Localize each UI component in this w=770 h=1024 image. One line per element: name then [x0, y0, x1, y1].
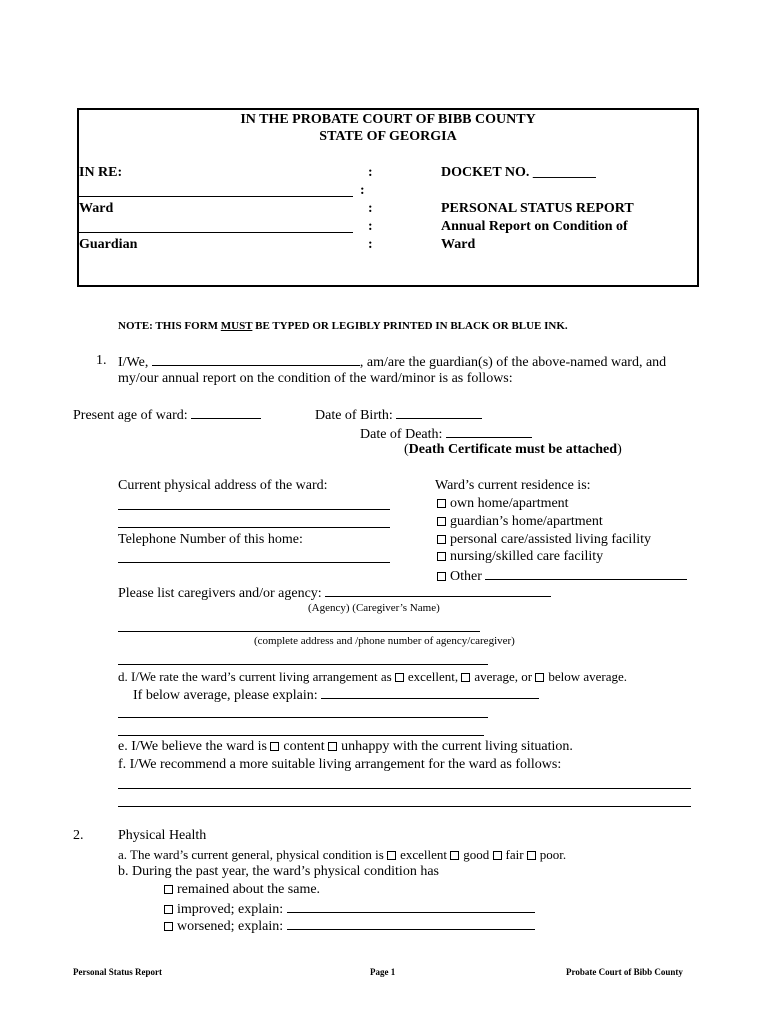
- checkbox[interactable]: [437, 499, 446, 508]
- checkbox[interactable]: [535, 673, 544, 682]
- ink-note: NOTE: THIS FORM MUST BE TYPED OR LEGIBLY PRINTED IN BLACK OR BLUE INK.: [118, 320, 568, 332]
- checkbox[interactable]: [270, 742, 279, 751]
- guardian-label: Guardian: [79, 237, 138, 252]
- living-rating: d. I/We rate the ward’s current living arrangement as excellent, average, or below average.: [118, 669, 628, 684]
- residence-option-other[interactable]: Other: [437, 567, 687, 585]
- other-residence-field[interactable]: [485, 567, 687, 580]
- recommendation-field[interactable]: [118, 788, 691, 789]
- ward-label: Ward: [79, 201, 114, 216]
- present-age: Present age of ward:: [73, 406, 261, 424]
- condition-option[interactable]: worsened; explain:: [164, 917, 535, 935]
- ward-name-field[interactable]: [79, 196, 353, 197]
- telephone-label: Telephone Number of this home:: [118, 532, 303, 547]
- checkbox[interactable]: [437, 572, 446, 581]
- checkbox[interactable]: [461, 673, 470, 682]
- physical-condition: a. The ward’s current general, physical condition is excellent good fair poor.: [118, 847, 567, 862]
- dob-field[interactable]: [396, 406, 482, 419]
- ward-contentment: e. I/We believe the ward is content unhappy with the current living situation.: [118, 739, 573, 754]
- guardian-statement-cont: my/our annual report on the condition of the ward/minor is as follows:: [118, 371, 513, 386]
- section-number: 2.: [73, 828, 84, 843]
- explain-field[interactable]: [118, 735, 484, 736]
- condition-option[interactable]: remained about the same.: [164, 882, 320, 898]
- court-name: IN THE PROBATE COURT OF BIBB COUNTY: [240, 112, 536, 127]
- residence-option[interactable]: personal care/assisted living facility: [437, 532, 651, 548]
- state-name: STATE OF GEORGIA: [319, 129, 457, 144]
- caption-colon: :: [368, 237, 373, 252]
- page-number: Page 1: [370, 967, 396, 977]
- checkbox[interactable]: [450, 851, 459, 860]
- in-re-label: IN RE:: [79, 165, 123, 180]
- death-cert-note: (Death Certificate must be attached): [404, 442, 622, 457]
- guardian-names-field[interactable]: [152, 353, 360, 366]
- residence-option[interactable]: own home/apartment: [437, 496, 569, 512]
- residence-option[interactable]: guardian’s home/apartment: [437, 514, 603, 530]
- checkbox[interactable]: [437, 517, 446, 526]
- address-field[interactable]: [118, 527, 390, 528]
- footer-right: Probate Court of Bibb County: [566, 967, 683, 977]
- footer-left: Personal Status Report: [73, 967, 162, 977]
- caption-colon: :: [368, 201, 373, 216]
- caption-colon: :: [368, 165, 373, 180]
- caregiver-address-field[interactable]: [118, 631, 480, 632]
- telephone-field[interactable]: [118, 562, 390, 563]
- address-label: Current physical address of the ward:: [118, 478, 328, 493]
- checkbox[interactable]: [164, 922, 173, 931]
- caregiver-address-field[interactable]: [118, 664, 488, 665]
- caption-colon: :: [368, 219, 373, 234]
- checkbox[interactable]: [395, 673, 404, 682]
- checkbox[interactable]: [527, 851, 536, 860]
- residence-option[interactable]: nursing/skilled care facility: [437, 549, 603, 565]
- recommendation-field[interactable]: [118, 806, 691, 807]
- residence-label: Ward’s current residence is:: [435, 478, 591, 493]
- checkbox[interactable]: [328, 742, 337, 751]
- guardian-name-field[interactable]: [79, 232, 353, 233]
- guardian-statement: I/We, , am/are the guardian(s) of the above-named ward, and: [118, 355, 667, 370]
- age-field[interactable]: [191, 406, 261, 419]
- agency-caption: (Agency) (Caregiver’s Name): [308, 602, 440, 614]
- report-subtitle: Ward: [441, 237, 476, 252]
- condition-change-label: b. During the past year, the ward’s physical condition has: [118, 864, 439, 879]
- checkbox[interactable]: [493, 851, 502, 860]
- checkbox[interactable]: [387, 851, 396, 860]
- explain-field[interactable]: [118, 717, 488, 718]
- date-of-death: Date of Death:: [360, 425, 532, 443]
- dod-field[interactable]: [446, 425, 532, 438]
- section-number: 1.: [96, 353, 107, 368]
- address-field[interactable]: [118, 509, 390, 510]
- checkbox[interactable]: [437, 535, 446, 544]
- caregivers-label: Please list caregivers and/or agency:: [118, 584, 551, 602]
- explain-field[interactable]: [321, 686, 539, 699]
- checkbox[interactable]: [437, 552, 446, 561]
- worsened-explain-field[interactable]: [287, 917, 535, 930]
- docket-number: DOCKET NO. _________: [441, 165, 596, 180]
- report-subtitle: Annual Report on Condition of: [441, 219, 628, 234]
- report-title: PERSONAL STATUS REPORT: [441, 201, 634, 216]
- checkbox[interactable]: [164, 905, 173, 914]
- below-average-explain: If below average, please explain:: [133, 686, 539, 704]
- complete-address-caption: (complete address and /phone number of agency/caregiver): [254, 635, 515, 647]
- caption-colon: :: [360, 183, 365, 198]
- physical-health-title: Physical Health: [118, 828, 207, 843]
- recommendation-label: f. I/We recommend a more suitable living arrangement for the ward as follows:: [118, 757, 562, 772]
- caregivers-field[interactable]: [325, 584, 551, 597]
- date-of-birth: Date of Birth:: [315, 406, 482, 424]
- condition-option[interactable]: improved; explain:: [164, 900, 535, 918]
- improved-explain-field[interactable]: [287, 900, 535, 913]
- checkbox[interactable]: [164, 885, 173, 894]
